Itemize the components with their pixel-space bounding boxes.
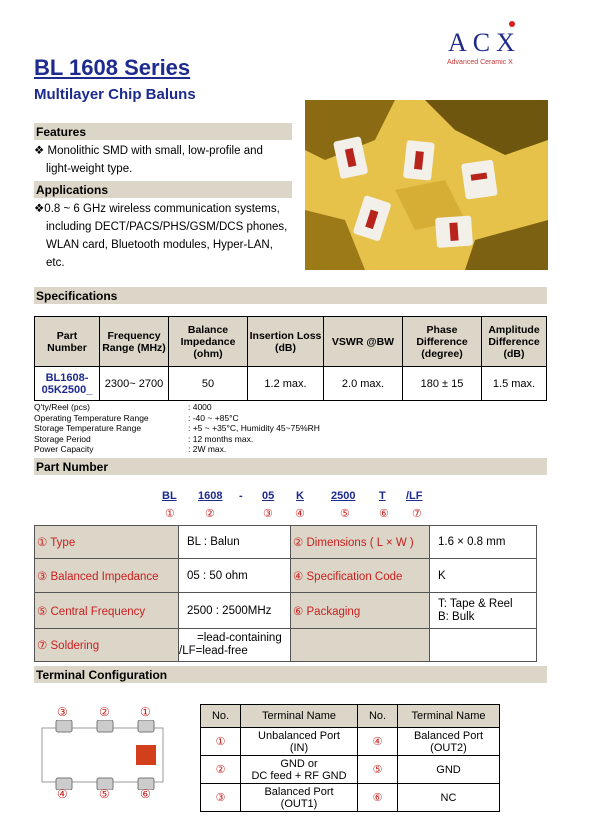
spec-insertion-loss: 1.2 max. <box>248 367 324 401</box>
diagram-pin-4-label: ④ <box>57 787 68 801</box>
pn-marker-4: ④ <box>295 508 305 520</box>
spec-header-phase: Phase Difference (degree) <box>403 317 482 367</box>
terminal-name: NC <box>398 784 500 812</box>
pn-label-frequency: ⑤ Central Frequency <box>35 593 179 629</box>
pn-row <box>35 559 537 593</box>
logo-tagline: Advanced Ceramic X <box>447 59 513 66</box>
pn-value-type: BL : Balun <box>179 526 291 559</box>
pn-marker-5: ⑤ <box>340 508 350 520</box>
applications-text <box>34 200 287 272</box>
part-number-heading: Part Number <box>34 458 547 475</box>
note-label: Power Capacity <box>34 444 94 454</box>
chip-2 <box>403 140 435 181</box>
pn-marker-7: ⑦ <box>412 508 422 520</box>
pn-value-dimensions: 1.6 × 0.8 mm <box>430 526 537 559</box>
terminal-name-line: GND or <box>280 757 318 770</box>
pn-code-soldering: /LF <box>406 490 423 502</box>
acx-logo <box>436 20 546 66</box>
terminal-name-line: (IN) <box>289 741 309 754</box>
terminal-no: ⑤ <box>358 756 398 784</box>
pn-row <box>35 629 537 662</box>
terminal-name: GND <box>398 756 500 784</box>
pn-packaging-tape: T: Tape & Reel <box>438 597 513 610</box>
pn-code-dimensions: 1608 <box>198 490 223 502</box>
terminal-diagram <box>40 705 165 805</box>
pn-soldering-lead-free: /LF=lead-free <box>179 645 248 657</box>
logo-letters: ACX <box>448 28 521 57</box>
spec-notes-values <box>188 402 320 455</box>
pn-label-soldering: ⑦ Soldering <box>35 629 179 662</box>
pn-empty-value <box>430 629 537 662</box>
applications-line-3: WLAN card, Bluetooth modules, Hyper-LAN, <box>46 239 273 251</box>
terminal-name-line: Balanced Port <box>413 729 484 742</box>
pn-code-spec: K <box>296 490 304 502</box>
terminal-header-name-1: Terminal Name <box>241 705 358 728</box>
spec-amplitude: 1.5 max. <box>482 367 547 401</box>
terminal-no: ① <box>201 728 241 756</box>
applications-line-2: including DECT/PACS/PHS/GSM/DCS phones, <box>46 221 288 233</box>
features-text <box>34 142 263 178</box>
spec-header-part-number: Part Number <box>35 317 100 367</box>
terminal-name-line: Unbalanced Port <box>258 729 340 742</box>
terminal-heading: Terminal Configuration <box>34 666 547 683</box>
terminal-no: ④ <box>358 728 398 756</box>
terminal-name <box>241 784 358 812</box>
terminal-header-row <box>201 705 500 728</box>
spec-impedance: 50 <box>169 367 248 401</box>
product-photo <box>305 100 548 270</box>
pn-label-dimensions: ② Dimensions ( L × W ) <box>291 526 430 559</box>
pn-label-impedance: ③ Balanced Impedance <box>35 559 179 593</box>
spec-header-insertion-loss: Insertion Loss (dB) <box>248 317 324 367</box>
note-label: Operating Temperature Range <box>34 412 149 423</box>
note-value: : 12 months max. <box>188 433 254 444</box>
terminal-name <box>241 728 358 756</box>
pn-row <box>35 593 537 629</box>
pn-marker-3: ③ <box>263 508 273 520</box>
terminal-header-name-2: Terminal Name <box>398 705 500 728</box>
terminal-row <box>201 728 500 756</box>
spec-header-vswr: VSWR @BW <box>324 317 403 367</box>
terminal-no: ② <box>201 756 241 784</box>
spec-header-row <box>35 317 547 367</box>
note-value: : 4000 <box>188 402 212 412</box>
pn-label-type: ① Type <box>35 526 179 559</box>
terminal-row <box>201 756 500 784</box>
diagram-pin-5-label: ⑤ <box>99 787 110 801</box>
pn-value-impedance: 05 : 50 ohm <box>179 559 291 593</box>
features-line-2: light-weight type. <box>46 163 133 175</box>
pn-label-spec-code: ④ Specification Code <box>291 559 430 593</box>
spec-row <box>35 367 547 401</box>
applications-heading: Applications <box>34 181 292 198</box>
spec-header-frequency: Frequency Range (MHz) <box>100 317 169 367</box>
terminal-name <box>398 728 500 756</box>
pn-value-soldering <box>179 629 291 662</box>
note-value: : -40 ~ +85°C <box>188 412 239 423</box>
terminal-table <box>200 704 500 812</box>
terminal-no: ③ <box>201 784 241 812</box>
pn-value-packaging <box>430 593 537 629</box>
applications-line-4: etc. <box>46 257 65 269</box>
logo-dot <box>509 21 515 27</box>
spec-phase: 180 ± 15 <box>403 367 482 401</box>
page-subtitle: Multilayer Chip Baluns <box>34 86 196 103</box>
pn-marker-6: ⑥ <box>379 508 389 520</box>
diagram-pin-3-label: ③ <box>57 705 68 719</box>
note-value: : +5 ~ +35°C, Humidity 45~75%RH <box>188 423 320 433</box>
spec-frequency: 2300~ 2700 <box>100 367 169 401</box>
terminal-no: ⑥ <box>358 784 398 812</box>
features-heading: Features <box>34 123 292 140</box>
features-line-1: ❖ Monolithic SMD with small, low-profile and <box>34 145 263 157</box>
note-label: Q'ty/Reel (pcs) <box>34 402 90 412</box>
note-value: : 2W max. <box>188 444 227 454</box>
chip-outline <box>40 720 165 790</box>
pn-marker-2: ② <box>205 508 215 520</box>
applications-line-1: ❖0.8 ~ 6 GHz wireless communication systems, <box>34 203 280 215</box>
terminal-name-line: Balanced Port <box>264 785 334 798</box>
note-label: Storage Temperature Range <box>34 423 142 433</box>
diagram-pin-2-label: ② <box>99 705 110 719</box>
terminal-name-line: DC feed + RF GND <box>251 769 347 782</box>
pn-code-frequency: 2500 <box>331 490 356 502</box>
pn-label-packaging: ⑥ Packaging <box>291 593 430 629</box>
pn-code-packaging: T <box>379 490 386 502</box>
pn-empty-label <box>291 629 430 662</box>
terminal-header-no-2: No. <box>358 705 398 728</box>
specifications-table <box>34 316 547 401</box>
terminal-header-no-1: No. <box>201 705 241 728</box>
pn-marker-1: ① <box>165 508 175 520</box>
spec-header-amplitude: Amplitude Difference (dB) <box>482 317 547 367</box>
terminal-name-line: (OUT2) <box>430 741 467 754</box>
pn-code-type: BL <box>162 490 177 502</box>
terminal-name <box>241 756 358 784</box>
terminal-row <box>201 784 500 812</box>
terminal-name-line: (OUT1) <box>280 797 318 810</box>
pn-row <box>35 526 537 559</box>
diagram-pin-1-label: ① <box>140 705 151 719</box>
spec-notes-labels <box>34 402 149 455</box>
note-label: Storage Period <box>34 433 91 444</box>
part-number-table <box>34 525 537 662</box>
specifications-heading: Specifications <box>34 287 547 304</box>
page-title: BL 1608 Series <box>34 55 191 80</box>
spec-vswr: 2.0 max. <box>324 367 403 401</box>
pn-code-impedance: 05 <box>262 490 275 502</box>
pn-soldering-lead: =lead-containing <box>197 632 282 644</box>
pn-packaging-bulk: B: Bulk <box>438 610 475 623</box>
pn-code-dash: - <box>239 490 243 502</box>
spec-part-number: BL1608-05K2500_ <box>35 367 100 401</box>
diagram-pin-6-label: ⑥ <box>140 787 151 801</box>
chip-5 <box>435 215 473 247</box>
pn-value-spec-code: K <box>430 559 537 593</box>
chip-3 <box>461 160 498 200</box>
spec-header-impedance: Balance Impedance (ohm) <box>169 317 248 367</box>
pn-value-frequency: 2500 : 2500MHz <box>179 593 291 629</box>
